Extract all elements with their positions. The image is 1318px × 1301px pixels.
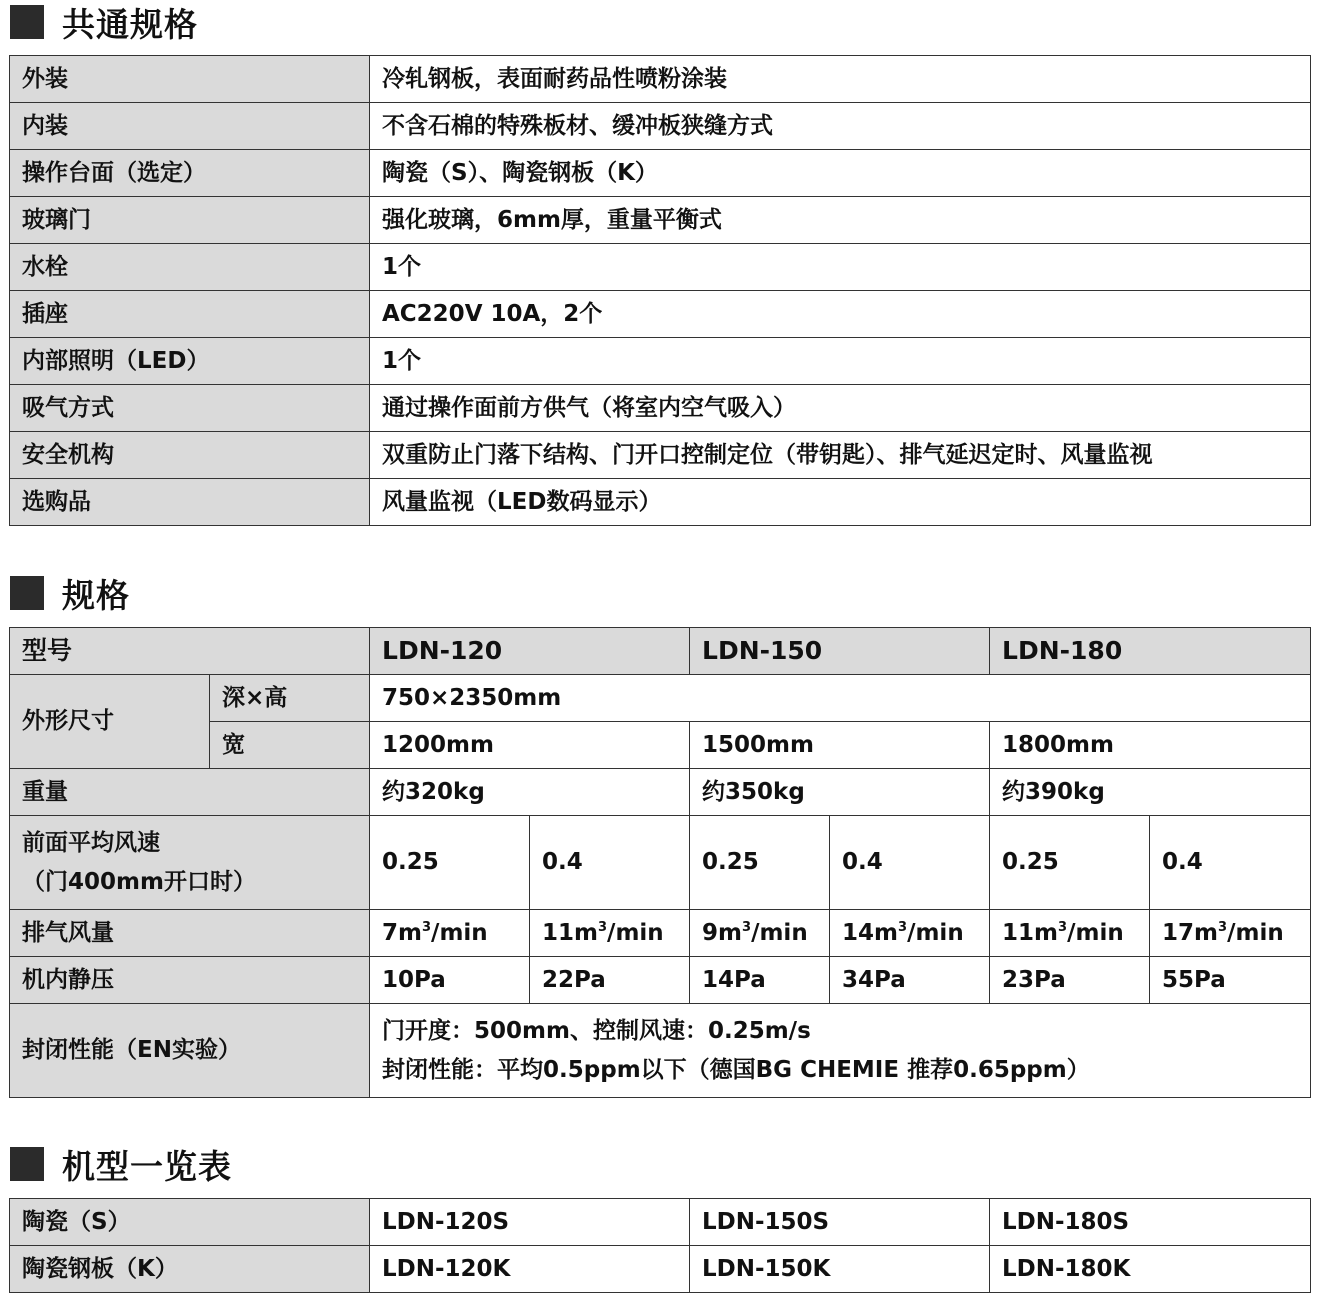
- common-spec-row: [10, 197, 1311, 244]
- exhaust-value: $9m^3/\min$: [690, 910, 830, 957]
- width-label: 宽: [210, 722, 370, 769]
- section-title-text: 机型一览表: [62, 1146, 232, 1186]
- section-square-icon: [10, 576, 44, 610]
- common-spec-label: 玻璃门: [10, 197, 370, 244]
- common-spec-label: 选购品: [10, 479, 370, 526]
- static-pressure-value: 22Pa: [530, 957, 690, 1004]
- width-value: 1800mm: [990, 722, 1311, 769]
- spec-row-exhaust: [10, 910, 1311, 957]
- section-title-text: 规格: [62, 575, 130, 615]
- common-spec-label: 插座: [10, 291, 370, 338]
- section-title-common: [10, 0, 198, 44]
- common-spec-value: 强化玻璃，6mm厚，重量平衡式: [370, 197, 1311, 244]
- common-spec-row: [10, 150, 1311, 197]
- model-list-value: LDN-120K: [370, 1246, 690, 1293]
- common-spec-row: [10, 56, 1311, 103]
- face-velocity-label: [10, 816, 370, 910]
- spec-table: [9, 627, 1311, 1098]
- dims-label: 外形尺寸: [10, 675, 210, 769]
- common-spec-value: 双重防止门落下结构、门开口控制定位（带钥匙）、排气延迟定时、风量监视: [370, 432, 1311, 479]
- width-value: 1200mm: [370, 722, 690, 769]
- spec-row-sealing: [10, 1004, 1311, 1098]
- model-list-table: [9, 1198, 1311, 1293]
- static-pressure-value: 55Pa: [1150, 957, 1311, 1004]
- spec-row-static-pressure: [10, 957, 1311, 1004]
- spec-row-model: [10, 628, 1311, 675]
- common-spec-table: [9, 55, 1311, 526]
- spec-row-depth-height: [10, 675, 1311, 722]
- common-spec-row: [10, 103, 1311, 150]
- common-spec-value: 冷轧钢板，表面耐药品性喷粉涂装: [370, 56, 1311, 103]
- sealing-label: 封闭性能（EN实验）: [10, 1004, 370, 1098]
- face-velocity-value: 0.25: [990, 816, 1150, 910]
- width-value: 1500mm: [690, 722, 990, 769]
- exhaust-value: $11m^3/\min$: [530, 910, 690, 957]
- weight-value: 约390kg: [990, 769, 1311, 816]
- sealing-line1: 门开度：500mm、控制风速：0.25m/s: [382, 1017, 811, 1044]
- weight-label: 重量: [10, 769, 370, 816]
- spec-row-weight: [10, 769, 1311, 816]
- static-pressure-label: 机内静压: [10, 957, 370, 1004]
- common-spec-label: 安全机构: [10, 432, 370, 479]
- common-spec-label: 吸气方式: [10, 385, 370, 432]
- depth-height-value: 750×2350mm: [370, 675, 1311, 722]
- exhaust-value: $17m^3/\min$: [1150, 910, 1311, 957]
- sealing-line2: 封闭性能：平均0.5ppm以下（德国BG CHEMIE 推荐0.65ppm）: [382, 1056, 1090, 1083]
- common-spec-label: 外装: [10, 56, 370, 103]
- face-velocity-label-line1: 前面平均风速: [22, 829, 160, 856]
- common-spec-value: 不含石棉的特殊板材、缓冲板狭缝方式: [370, 103, 1311, 150]
- model-list-label: 陶瓷钢板（K）: [10, 1246, 370, 1293]
- model-list-value: LDN-180K: [990, 1246, 1311, 1293]
- face-velocity-value: 0.4: [830, 816, 990, 910]
- common-spec-label: 操作台面（选定）: [10, 150, 370, 197]
- model-list-value: LDN-180S: [990, 1199, 1311, 1246]
- common-spec-value: 1个: [370, 244, 1311, 291]
- section-title-models: [10, 1142, 232, 1186]
- exhaust-value: $14m^3/\min$: [830, 910, 990, 957]
- exhaust-label: 排气风量: [10, 910, 370, 957]
- face-velocity-label-line2: （门400mm开口时）: [22, 868, 256, 895]
- section-title-spec: [10, 571, 130, 615]
- static-pressure-value: 34Pa: [830, 957, 990, 1004]
- static-pressure-value: 23Pa: [990, 957, 1150, 1004]
- common-spec-row: [10, 479, 1311, 526]
- common-spec-value: 陶瓷（S）、陶瓷钢板（K）: [370, 150, 1311, 197]
- model-list-row: [10, 1199, 1311, 1246]
- common-spec-value: 风量监视（LED数码显示）: [370, 479, 1311, 526]
- model-list-label: 陶瓷（S）: [10, 1199, 370, 1246]
- common-spec-row: [10, 244, 1311, 291]
- face-velocity-value: 0.4: [1150, 816, 1311, 910]
- model-list-value: LDN-150K: [690, 1246, 990, 1293]
- model-list-value: LDN-120S: [370, 1199, 690, 1246]
- common-spec-row: [10, 432, 1311, 479]
- exhaust-value: $11m^3/\min$: [990, 910, 1150, 957]
- face-velocity-value: 0.4: [530, 816, 690, 910]
- common-spec-row: [10, 291, 1311, 338]
- weight-value: 约350kg: [690, 769, 990, 816]
- common-spec-row: [10, 338, 1311, 385]
- model-name: LDN-150: [690, 628, 990, 675]
- model-label: 型号: [10, 628, 370, 675]
- model-name: LDN-180: [990, 628, 1311, 675]
- common-spec-row: [10, 385, 1311, 432]
- common-spec-label: 水栓: [10, 244, 370, 291]
- spec-row-face-velocity: [10, 816, 1311, 910]
- common-spec-value: 1个: [370, 338, 1311, 385]
- section-square-icon: [10, 5, 44, 39]
- section-square-icon: [10, 1147, 44, 1181]
- common-spec-label: 内部照明（LED）: [10, 338, 370, 385]
- sealing-value: [370, 1004, 1311, 1098]
- model-name: LDN-120: [370, 628, 690, 675]
- section-title-text: 共通规格: [62, 4, 198, 44]
- common-spec-value: 通过操作面前方供气（将室内空气吸入）: [370, 385, 1311, 432]
- face-velocity-value: 0.25: [690, 816, 830, 910]
- exhaust-value: $7m^3/\min$: [370, 910, 530, 957]
- model-list-row: [10, 1246, 1311, 1293]
- face-velocity-value: 0.25: [370, 816, 530, 910]
- static-pressure-value: 10Pa: [370, 957, 530, 1004]
- depth-height-label: 深×高: [210, 675, 370, 722]
- common-spec-label: 内装: [10, 103, 370, 150]
- model-list-value: LDN-150S: [690, 1199, 990, 1246]
- weight-value: 约320kg: [370, 769, 690, 816]
- static-pressure-value: 14Pa: [690, 957, 830, 1004]
- common-spec-value: AC220V 10A，2个: [370, 291, 1311, 338]
